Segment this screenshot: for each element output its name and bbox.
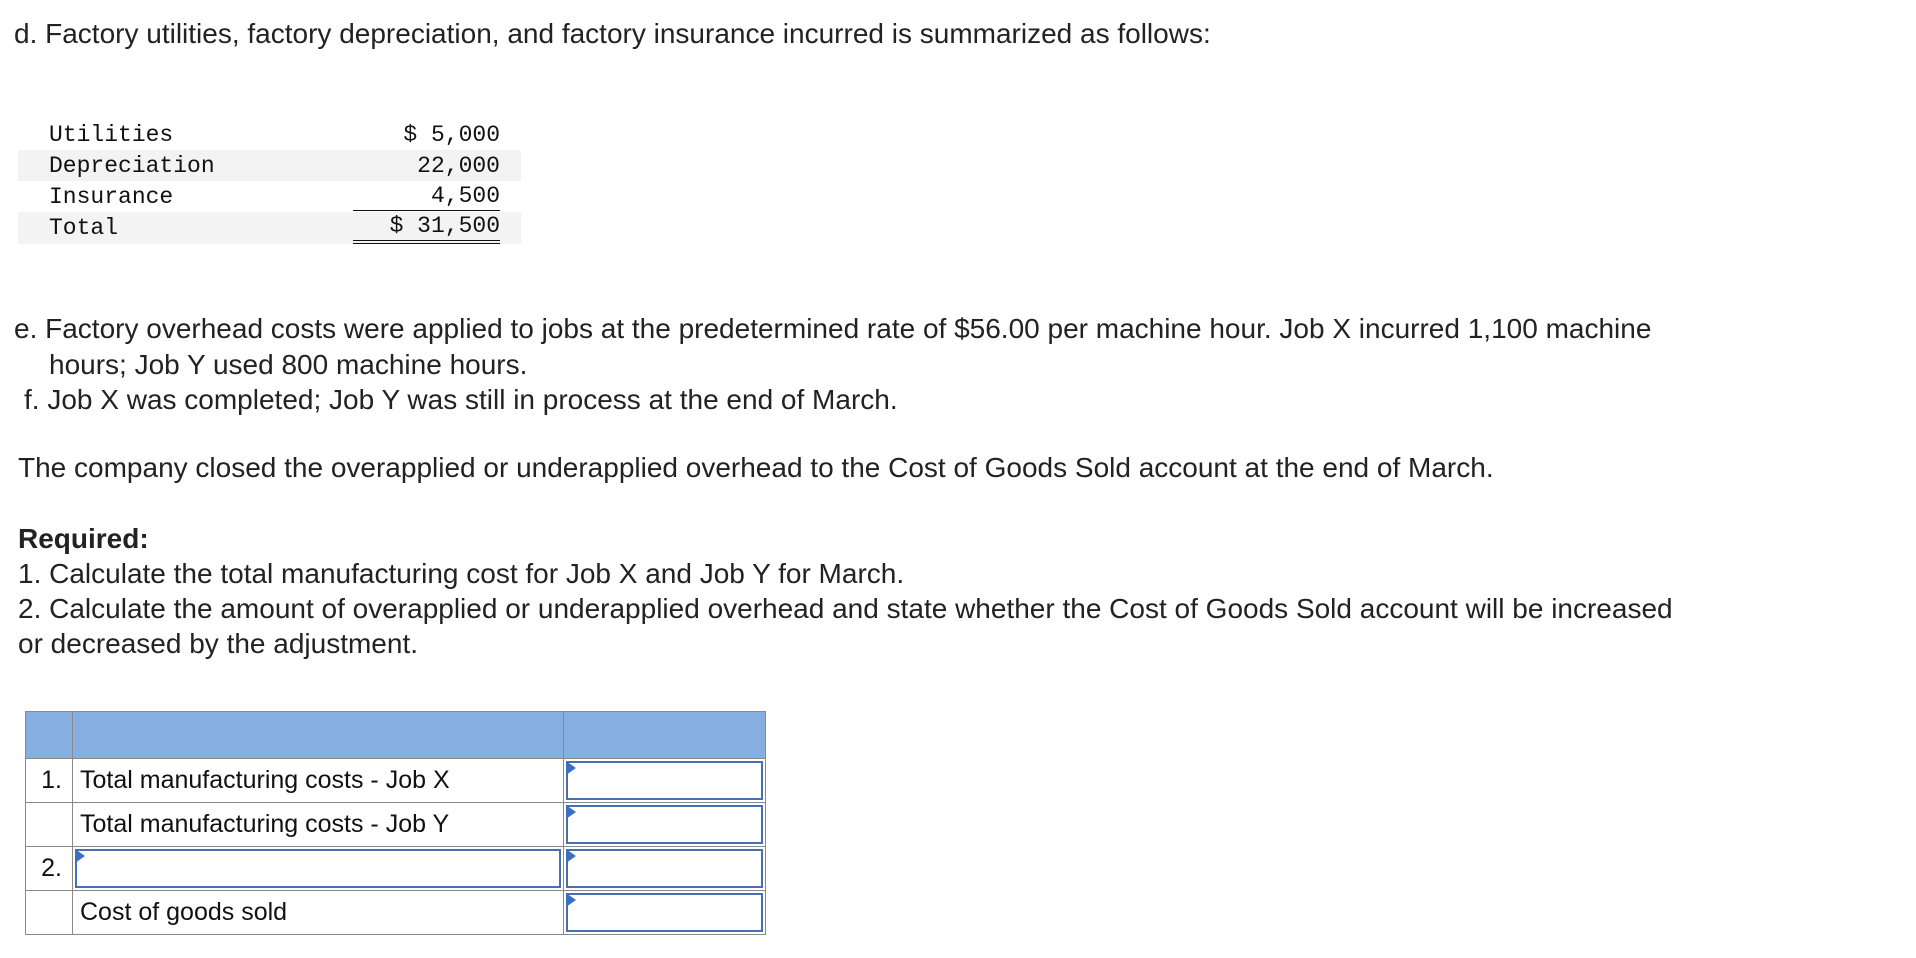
overhead-amount-input[interactable] <box>568 851 761 886</box>
input-marker-icon <box>75 849 85 863</box>
cost-row-total <box>18 212 521 244</box>
overhead-label-input[interactable] <box>77 851 559 886</box>
row-label: Cost of goods sold <box>73 891 564 935</box>
paragraph-d: d. Factory utilities, factory depreciation, and factory insurance incurred is summarized as follows: <box>14 18 1211 49</box>
answer-row-job-y <box>26 803 766 847</box>
cost-row-utilities <box>18 119 521 150</box>
cost-total-value: $ 31,500 <box>353 212 500 244</box>
required-heading: Required: <box>18 523 149 554</box>
required-item-2: 2. Calculate the amount of overapplied or underapplied overhead and state whether the Cost of Goods Sold account will be increased <box>18 593 1673 624</box>
row-number: 2. <box>26 847 73 891</box>
job-x-cost-input[interactable] <box>568 763 761 798</box>
paragraph-f: f. Job X was completed; Job Y was still in process at the end of March. <box>24 384 898 415</box>
answer-table <box>25 711 766 935</box>
job-y-cost-input[interactable] <box>568 807 761 842</box>
factory-costs-table <box>18 119 521 244</box>
closing-paragraph: The company closed the overapplied or underapplied overhead to the Cost of Goods Sold account at the end of March. <box>18 452 1494 483</box>
answer-row-cogs <box>26 891 766 935</box>
cost-value: 4,500 <box>353 182 500 211</box>
answer-row-job-x <box>26 759 766 803</box>
row-number <box>26 891 73 935</box>
input-marker-icon <box>566 805 576 819</box>
cost-value: $ 5,000 <box>403 121 500 148</box>
answer-row-overhead <box>26 847 766 891</box>
cost-label: Depreciation <box>49 152 215 179</box>
cost-label: Total <box>49 215 119 241</box>
required-item-1: 1. Calculate the total manufacturing cost for Job X and Job Y for March. <box>18 558 905 589</box>
row-label: Total manufacturing costs - Job Y <box>73 803 564 847</box>
row-number: 1. <box>26 759 73 803</box>
required-item-2-continued: or decreased by the adjustment. <box>18 628 419 659</box>
cogs-input[interactable] <box>568 895 761 930</box>
cost-row-insurance <box>18 181 521 212</box>
input-marker-icon <box>566 849 576 863</box>
answer-table-header <box>26 712 766 759</box>
input-marker-icon <box>566 893 576 907</box>
paragraph-e-continued: hours; Job Y used 800 machine hours. <box>49 349 528 380</box>
row-label: Total manufacturing costs - Job X <box>73 759 564 803</box>
cost-label: Utilities <box>49 121 174 148</box>
input-marker-icon <box>566 761 576 775</box>
cost-row-depreciation <box>18 150 521 181</box>
cost-label: Insurance <box>49 183 174 210</box>
paragraph-e: e. Factory overhead costs were applied to jobs at the predetermined rate of $56.00 per machine hour. Job X incurred 1,100 machine <box>14 313 1652 344</box>
row-number <box>26 803 73 847</box>
cost-value: 22,000 <box>417 152 500 179</box>
